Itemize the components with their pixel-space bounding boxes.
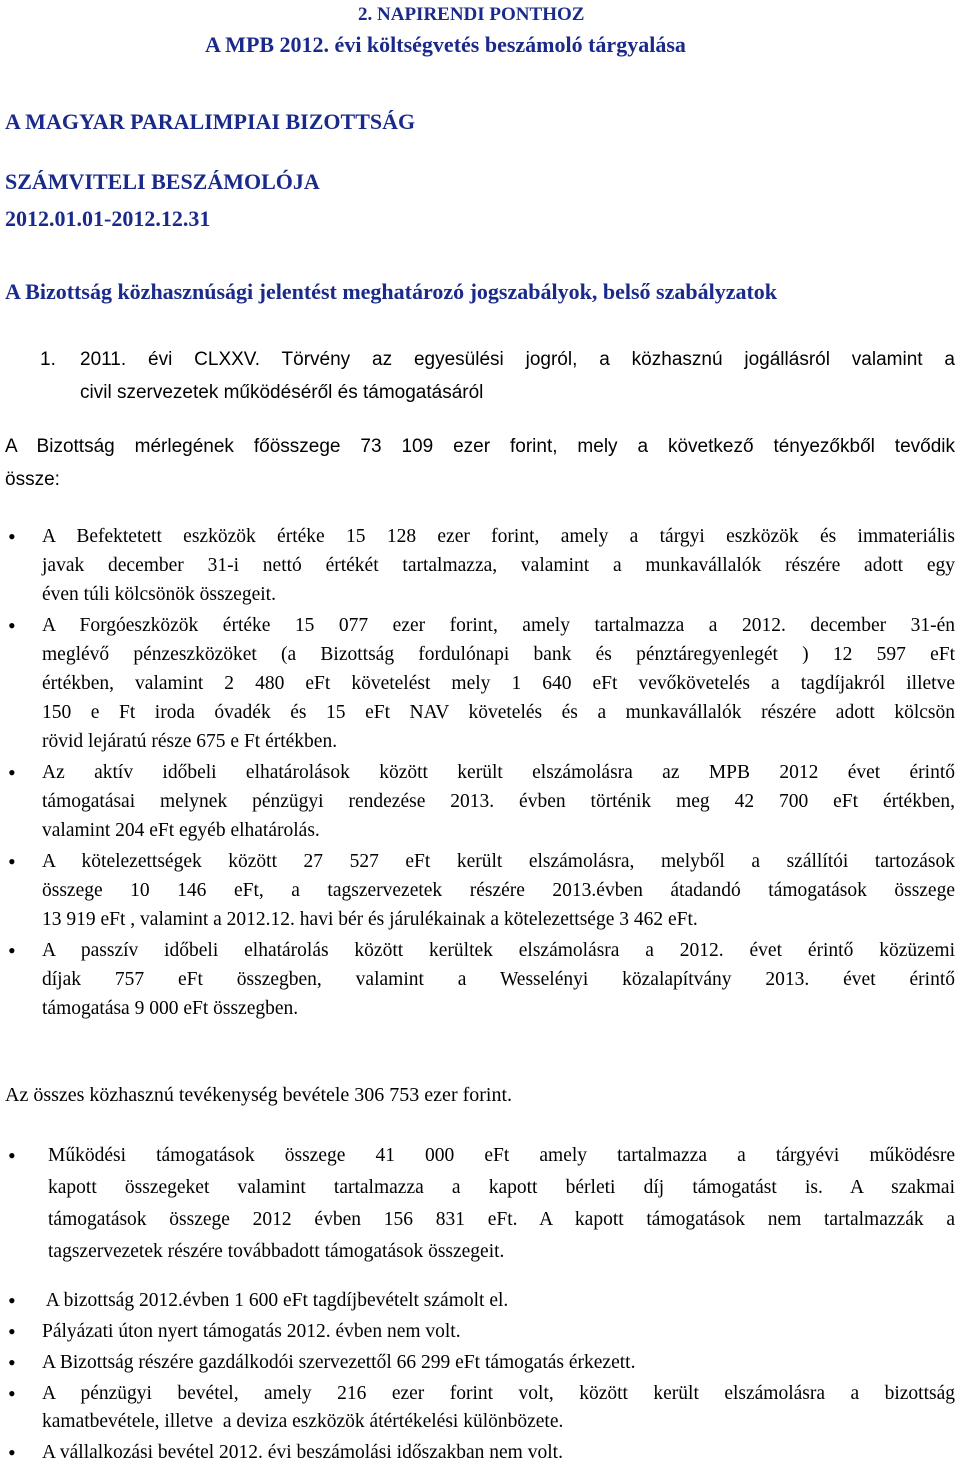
balance-bullet-line: valamint 204 eFt egyéb elhatárolás. bbox=[42, 820, 320, 841]
balance-bullet-line: meglévő pénzeszközöket (a Bizottság fordulónapi bank és pénztáregyenlegét ) 12 597 eFt bbox=[42, 644, 955, 665]
balance-bullet-line: támogatásai melynek pénzügyi rendezése 2013. évben történik meg 42 700 eFt értékben, bbox=[42, 791, 955, 812]
income-total: Az összes közhasznú tevékenység bevétele 306 753 ezer forint. bbox=[5, 1084, 513, 1106]
report-title: SZÁMVITELI BESZÁMOLÓJA bbox=[5, 169, 320, 194]
bullet-icon: • bbox=[8, 1381, 16, 1406]
income-main-bullet-line: tagszervezetek részére továbbadott támogatások összegeit. bbox=[48, 1241, 505, 1262]
balance-bullet-line: Az aktív időbeli elhatárolások között került elszámolásra az MPB 2012 évet érintő bbox=[42, 762, 955, 783]
bullet-icon: • bbox=[8, 1288, 16, 1313]
balance-bullet-line: 150 e Ft iroda óvadék és 15 eFt NAV követelés és a munkavállalók részére adott kölcsön bbox=[42, 702, 955, 723]
income-main-bullet-line: Működési támogatások összege 41 000 eFt amely tartalmazza a tárgyévi működésre bbox=[48, 1145, 955, 1166]
balance-bullet-line: javak december 31-i nettó értékét tartalmazza, valamint a munkavállalók részére adott egy bbox=[42, 555, 955, 576]
balance-bullet-line: éven túli kölcsönök összegeit. bbox=[42, 584, 276, 605]
bullet-icon: • bbox=[8, 760, 16, 785]
law-item-line-1: 2011. évi CLXXV. Törvény az egyesülési jogról, a közhasznú jogállásról valamint a bbox=[80, 349, 955, 370]
bullet-icon: • bbox=[8, 613, 16, 638]
section-heading: A Bizottság közhasznúsági jelentést meghatározó jogszabályok, belső szabályzatok bbox=[5, 279, 778, 304]
income-bullet-line: A bizottság 2012.évben 1 600 eFt tagdíjbevételt számolt el. bbox=[42, 1290, 509, 1311]
balance-bullet-line: A Befektetett eszközök értéke 15 128 ezer forint, amely a tárgyi eszközök és immateriális bbox=[42, 526, 955, 547]
bullet-icon: • bbox=[8, 938, 16, 963]
balance-bullet-line: díjak 757 eFt összegben, valamint a Wesselényi közalapítvány 2013. évet érintő bbox=[42, 969, 955, 990]
balance-bullet-line: A passzív időbeli elhatárolás között kerültek elszámolásra a 2012. évet érintő közüzemi bbox=[42, 940, 955, 961]
bullet-icon: • bbox=[8, 849, 16, 874]
income-main-bullet-line: támogatások összege 2012 évben 156 831 eFt. A kapott támogatások nem tartalmazzák a bbox=[48, 1209, 955, 1230]
law-item-number: 1. bbox=[40, 349, 56, 370]
balance-bullet-line: 13 919 eFt , valamint a 2012.12. havi bér és járulékainak a kötelezettsége 3 462 eFt. bbox=[42, 909, 698, 930]
balance-bullet-line: A kötelezettségek között 27 527 eFt került elszámolásra, melyből a szállítói tartozások bbox=[42, 851, 955, 872]
law-item-line-2: civil szervezetek működéséről és támogatásáról bbox=[80, 382, 484, 403]
bullet-icon: • bbox=[8, 1319, 16, 1344]
income-bullet-line: A Bizottság részére gazdálkodói szervezettől 66 299 eFt támogatás érkezett. bbox=[42, 1352, 636, 1373]
income-bullet-line: Pályázati úton nyert támogatás 2012. évben nem volt. bbox=[42, 1321, 461, 1342]
bullet-icon: • bbox=[8, 1440, 16, 1465]
agenda-title: A MPB 2012. évi költségvetés beszámoló tárgyalása bbox=[205, 32, 686, 57]
balance-bullet-line: összege 10 146 eFt, a tagszervezetek részére 2013.évben átadandó támogatások összege bbox=[42, 880, 955, 901]
balance-bullet-line: támogatása 9 000 eFt összegben. bbox=[42, 998, 299, 1019]
income-bullet-line: A pénzügyi bevétel, amely 216 ezer forint volt, között került elszámolásra a bizottság bbox=[42, 1383, 955, 1404]
balance-bullet-line: rövid lejáratú része 675 e Ft értékben. bbox=[42, 731, 338, 752]
income-main-bullet-line: kapott összegeket valamint tartalmazza a kapott bérleti díj támogatást is. A szakmai bbox=[48, 1177, 955, 1198]
bullet-icon: • bbox=[8, 524, 16, 549]
bullet-icon: • bbox=[8, 1143, 16, 1168]
agenda-item: 2. NAPIRENDI PONTHOZ bbox=[358, 4, 585, 25]
report-period: 2012.01.01-2012.12.31 bbox=[5, 206, 211, 231]
balance-bullet-line: értékben, valamint 2 480 eFt követelést mely 1 640 eFt vevőkövetelés a tagdíjakról illetve bbox=[42, 673, 955, 694]
balance-line-2: össze: bbox=[5, 469, 60, 490]
balance-line-1: A Bizottság mérlegének főösszege 73 109 ezer forint, mely a következő tényezőkből tevődik bbox=[5, 436, 955, 457]
income-bullet-line: kamatbevétele, illetve a deviza eszközök átértékelési különbözete. bbox=[42, 1411, 564, 1432]
bullet-icon: • bbox=[8, 1350, 16, 1375]
income-bullet-line: A vállalkozási bevétel 2012. évi beszámolási időszakban nem volt. bbox=[42, 1442, 563, 1463]
balance-bullet-line: A Forgóeszközök értéke 15 077 ezer forint, amely tartalmazza a 2012. december 31-én bbox=[42, 615, 955, 636]
org-name: A MAGYAR PARALIMPIAI BIZOTTSÁG bbox=[5, 109, 416, 134]
